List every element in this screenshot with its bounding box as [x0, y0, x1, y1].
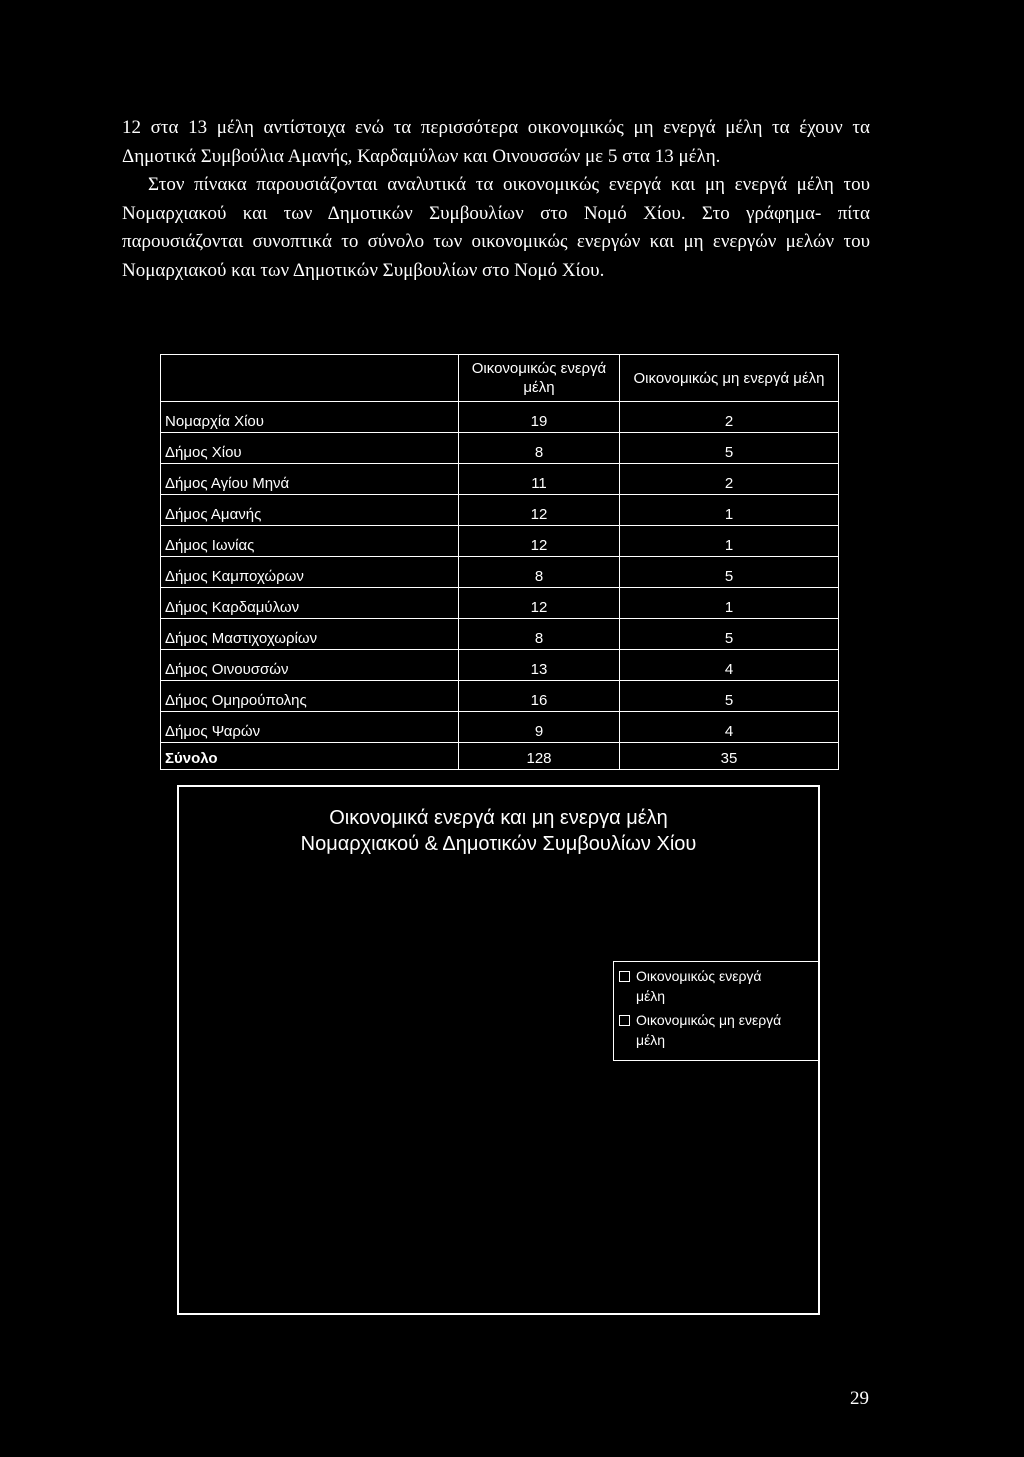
row-inactive-cell: 35 — [620, 743, 839, 770]
body-paragraph: 12 στα 13 μέλη αντίστοιχα ενώ τα περισσότερα οικονομικώς μη ενεργά μέλη τα έχουν τα Δημοτικά Συμβούλια Αμανής, Καρδαμύλων και Οινουσσών με 5 στα 13 μέλη. — [122, 117, 870, 167]
table-row — [161, 650, 839, 681]
row-inactive-cell: 5 — [620, 681, 839, 712]
row-name-cell: Δήμος Ψαρών — [161, 712, 459, 743]
row-active-cell: 8 — [459, 557, 620, 588]
row-inactive-cell: 5 — [620, 619, 839, 650]
row-active-cell: 12 — [459, 495, 620, 526]
table-row — [161, 495, 839, 526]
row-active-cell: 16 — [459, 681, 620, 712]
row-name-cell: Νομαρχία Χίου — [161, 402, 459, 433]
table-row — [161, 526, 839, 557]
chart-title-line-1: Οικονομικά ενεργά και μη ενεργα μέλη — [329, 807, 668, 829]
row-inactive-cell: 2 — [620, 464, 839, 495]
table-row — [161, 681, 839, 712]
table-body — [161, 402, 839, 770]
row-active-cell: 13 — [459, 650, 620, 681]
row-name-cell: Δήμος Αμανής — [161, 495, 459, 526]
legend-item-active — [618, 966, 818, 1006]
legend-label-line: μέλη — [636, 988, 666, 1004]
row-inactive-cell: 4 — [620, 650, 839, 681]
table-row — [161, 402, 839, 433]
council-members-table — [160, 354, 839, 770]
table-row — [161, 712, 839, 743]
row-inactive-cell: 5 — [620, 557, 839, 588]
page-number: 29 — [850, 1388, 869, 1409]
legend-item-inactive — [618, 1010, 818, 1050]
row-active-cell: 9 — [459, 712, 620, 743]
row-name-cell: Δήμος Οινουσσών — [161, 650, 459, 681]
row-name-cell: Δήμος Μαστιχοχωρίων — [161, 619, 459, 650]
legend-swatch-icon — [619, 1015, 630, 1026]
row-inactive-cell: 1 — [620, 588, 839, 619]
body-paragraph: Στον πίνακα παρουσιάζονται αναλυτικά τα οικονομικώς ενεργά και μη ενεργά μέλη του Νομαρχιακού και των Δημοτικών Συμβουλίων στο Νομό Χίου. Στο γράφημα- πίτα παρουσιάζονται συνοπτικά το σύνολο των οικονομικώς ενεργών και μη ενεργών μελών του Νομαρχιακού και των Δημοτικών Συμβουλίων στο Νομό Χίου. — [122, 174, 870, 281]
table-total-row — [161, 743, 839, 770]
row-inactive-cell: 2 — [620, 402, 839, 433]
row-inactive-cell: 5 — [620, 433, 839, 464]
legend-label-line: Οικονομικώς ενεργά — [636, 968, 762, 984]
header-active: Οικονομικώς ενεργά μέλη — [459, 355, 620, 402]
row-name-cell: Δήμος Ιωνίας — [161, 526, 459, 557]
row-name-cell: Σύνολο — [161, 743, 459, 770]
row-active-cell: 12 — [459, 588, 620, 619]
header-blank — [161, 355, 459, 402]
row-active-cell: 8 — [459, 619, 620, 650]
row-active-cell: 128 — [459, 743, 620, 770]
row-active-cell: 11 — [459, 464, 620, 495]
row-name-cell: Δήμος Χίου — [161, 433, 459, 464]
table-header-row — [161, 355, 839, 402]
row-active-cell: 12 — [459, 526, 620, 557]
legend-swatch-icon — [619, 971, 630, 982]
table-row — [161, 588, 839, 619]
row-inactive-cell: 4 — [620, 712, 839, 743]
pie-chart — [177, 785, 820, 1315]
row-inactive-cell: 1 — [620, 495, 839, 526]
table-row — [161, 464, 839, 495]
row-inactive-cell: 1 — [620, 526, 839, 557]
row-name-cell: Δήμος Ομηρούπολης — [161, 681, 459, 712]
chart-title — [179, 805, 818, 857]
legend-label-line: Οικονομικώς μη ενεργά — [636, 1012, 782, 1028]
chart-title-line-2: Νομαρχιακού & Δημοτικών Συμβουλίων Χίου — [300, 833, 697, 855]
header-inactive: Οικονομικώς μη ενεργά μέλη — [620, 355, 839, 402]
row-active-cell: 19 — [459, 402, 620, 433]
row-name-cell: Δήμος Καρδαμύλων — [161, 588, 459, 619]
row-name-cell: Δήμος Αγίου Μηνά — [161, 464, 459, 495]
row-name-cell: Δήμος Καμποχώρων — [161, 557, 459, 588]
row-active-cell: 8 — [459, 433, 620, 464]
table-row — [161, 433, 839, 464]
table-row — [161, 557, 839, 588]
table-row — [161, 619, 839, 650]
legend-label-line: μέλη — [636, 1032, 666, 1048]
chart-legend — [613, 961, 819, 1061]
